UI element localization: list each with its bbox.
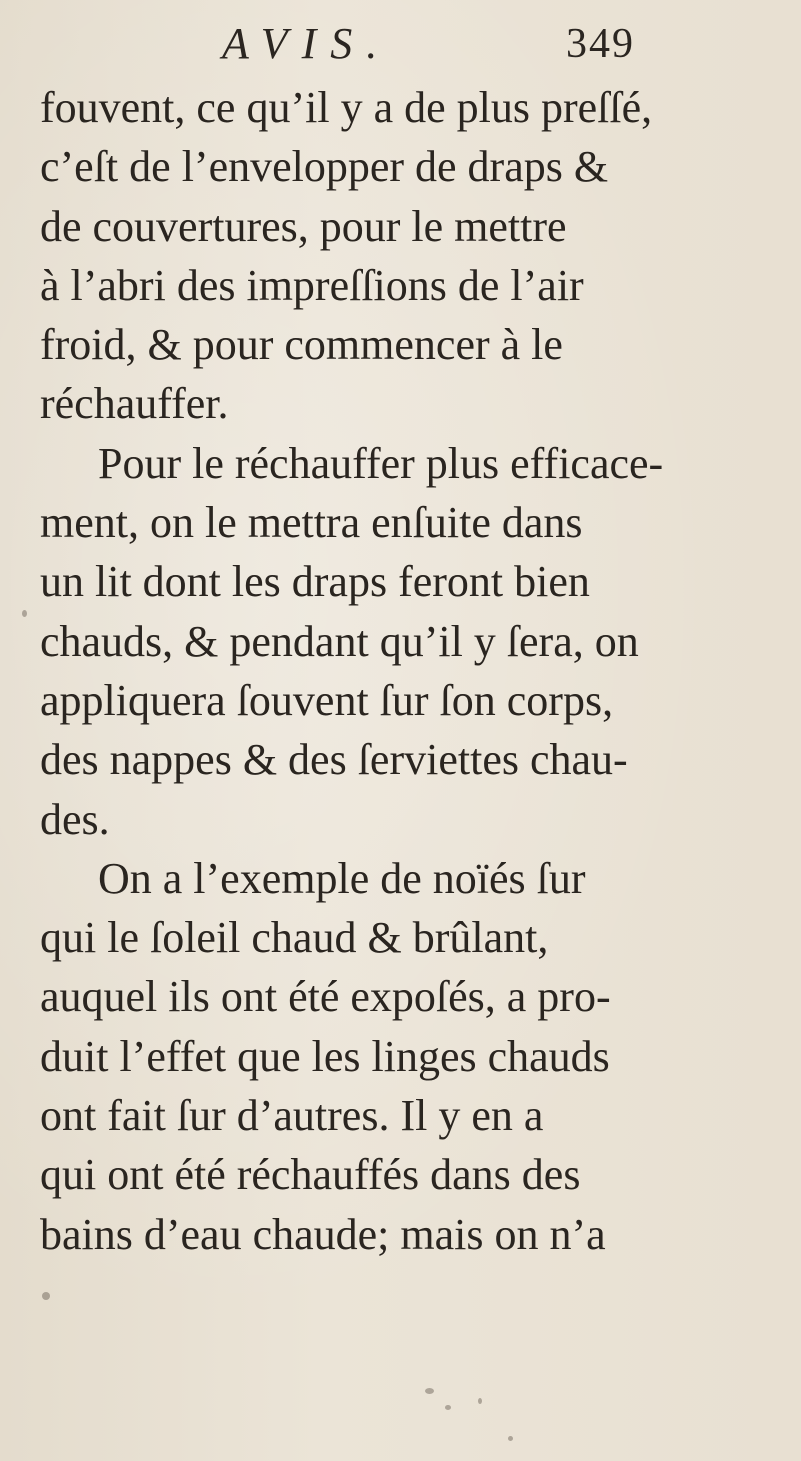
text-line: réchauffer. (40, 379, 229, 429)
text-line: auquel ils ont été expoſés, a pro- (40, 972, 611, 1022)
ink-speck (508, 1436, 513, 1441)
text-line: duit l’effet que les linges chauds (40, 1031, 610, 1081)
text-line: c’eſt de l’envelopper de draps & (40, 142, 609, 192)
body-text (40, 78, 780, 1264)
text-line: ont fait ſur d’autres. Il y en a (40, 1091, 544, 1141)
ink-speck (445, 1405, 451, 1410)
text-line: de couvertures, pour le mettre (40, 201, 567, 251)
text-line: des nappes & des ſerviettes chau- (40, 735, 628, 785)
text-line: à l’abri des impreſſions de l’air (40, 260, 584, 310)
ink-speck (478, 1398, 482, 1404)
text-line: des. (40, 794, 110, 844)
text-line: appliquera ſouvent ſur ſon corps, (40, 675, 614, 725)
text-line: ment, on le mettra enſuite dans (40, 498, 583, 548)
text-line: chauds, & pendant qu’il y ſera, on (40, 616, 639, 666)
ink-speck (22, 610, 27, 617)
running-head-title: AVIS. (222, 19, 392, 68)
text-line: qui le ſoleil chaud & brûlant, (40, 913, 549, 963)
text-line: qui ont été réchauffés dans des (40, 1150, 581, 1200)
text-line: froid, & pour commencer à le (40, 320, 563, 370)
paragraph-start-line: Pour le réchauffer plus efficace- (98, 438, 664, 488)
running-head (0, 18, 801, 78)
ink-speck (425, 1388, 434, 1394)
ink-speck (42, 1292, 50, 1300)
text-line: un lit dont les draps feront bien (40, 557, 590, 607)
page-number: 349 (566, 21, 635, 67)
paragraph-start-line: On a l’exemple de noïés ſur (98, 853, 586, 903)
text-line: fouvent, ce qu’il y a de plus preſſé, (40, 83, 653, 132)
text-line: bains d’eau chaude; mais on n’a (40, 1209, 606, 1259)
